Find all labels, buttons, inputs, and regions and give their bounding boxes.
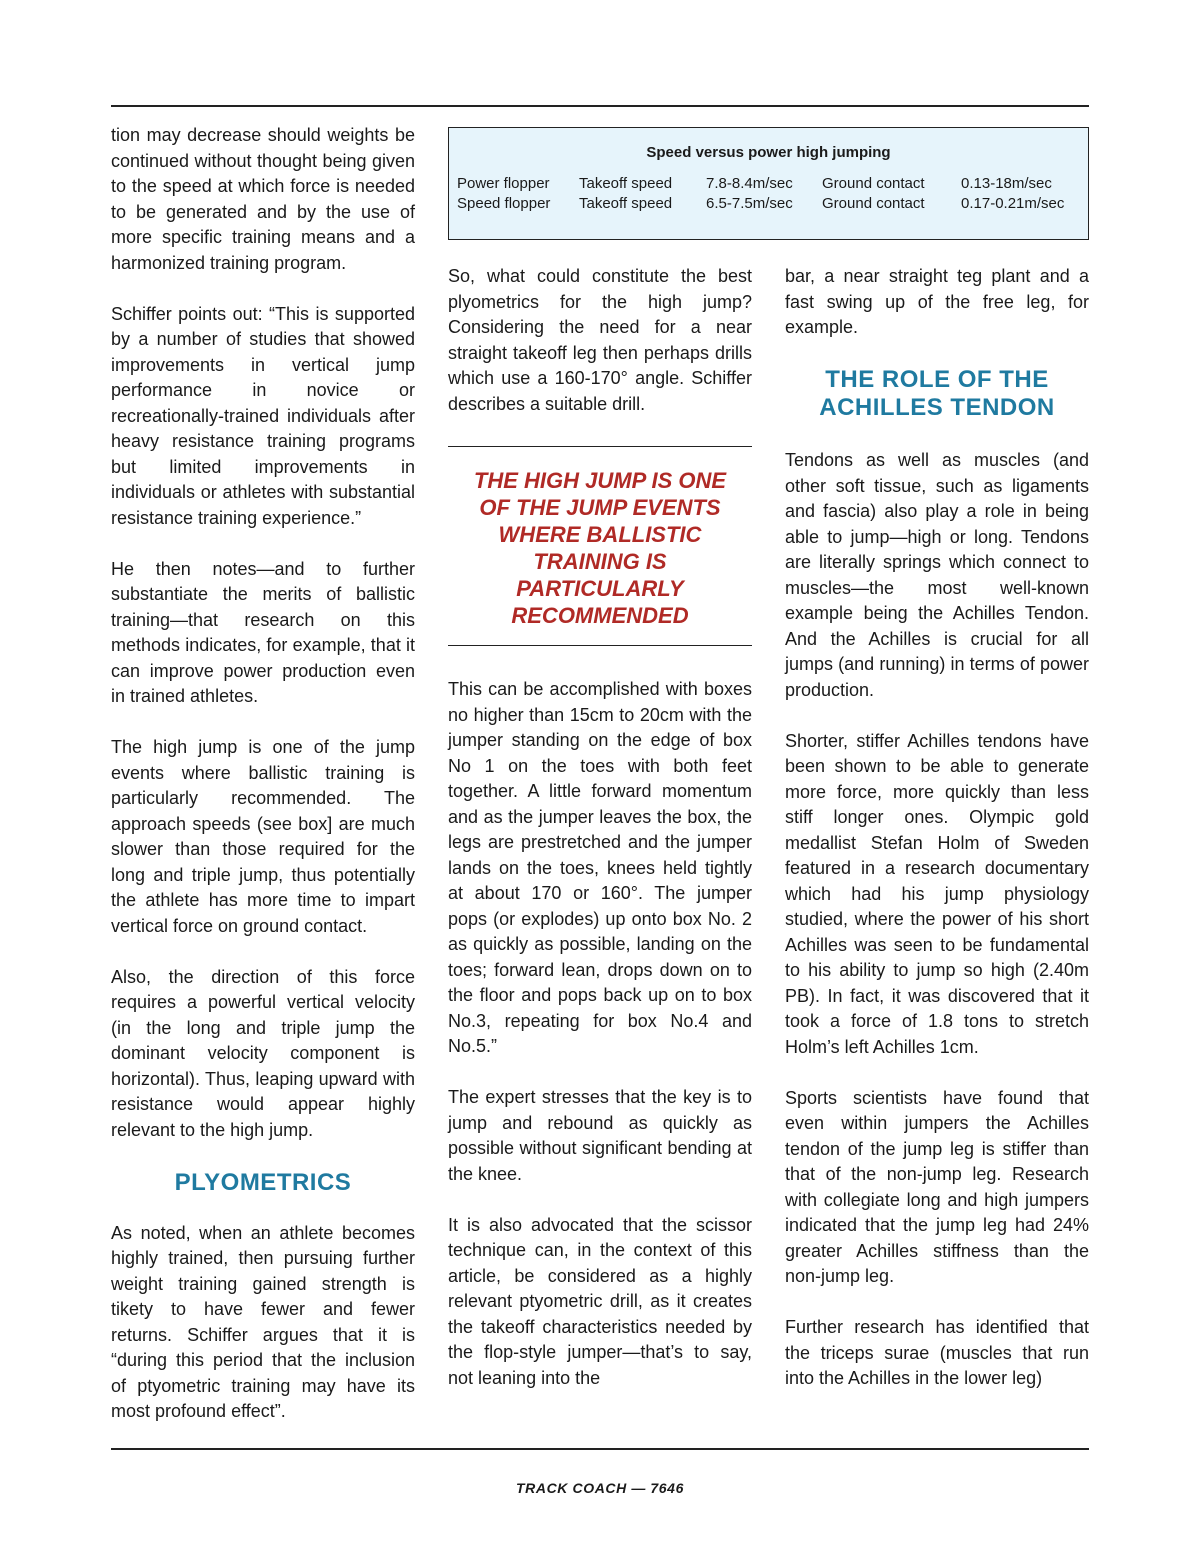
paragraph: Tendons as well as muscles (and other soft tissue, such as ligaments and fascia) also play a role in being able to jump—high or long. Tendons are literally springs which connect to muscles—the most well-known example being the Achilles Tendon. And the Achilles is crucial for all jumps (and running) in terms of power production.: [785, 450, 1089, 700]
section-heading-plyometrics: PLYOMETRICS: [174, 1168, 352, 1196]
section-heading-achilles: THE ROLE OF THE ACHILLES TENDON: [819, 366, 1055, 421]
paragraph: Shorter, stiffer Achilles tendons have been shown to be able to generate more force, more quickly than less stiff longer ones. Olympic gold medallist Stefan Holm of Sweden featured in a research documentary which had his jump physiology studied, where the power of his short Achilles was seen to be fundamental to his ability to jump so high (2.40m PB). In fact, it was discovered that it took a force of 1.8 tons to stretch Holm’s left Achilles 1cm.: [785, 730, 1089, 1057]
column-1: [111, 123, 415, 1450]
paragraph: He then notes—and to further substantiate the merits of ballistic training—that research on this methods indicates, for example, that it can improve power production even in trained athletes.: [111, 558, 415, 706]
table-cell: 6.5-7.5m/sec: [706, 194, 793, 212]
column-2-lower: [448, 677, 752, 1417]
pull-quote: [448, 446, 752, 646]
paragraph: tion may decrease should weights be continued without thought being given to the speed at which force is needed to be generated and by the use of more specific training means and a harmonized training program.: [111, 125, 415, 273]
paragraph: The expert stresses that the key is to jump and rebound as quickly as possible without significant bending at the knee.: [448, 1087, 752, 1184]
table-cell: Takeoff speed: [579, 174, 673, 192]
paragraph: Schiffer points out: “This is supported by a number of studies that showed improvements in vertical jump performance in novice or recreationally-trained individuals after heavy resistance training programs but limited improvements in individuals or athletes with substantial resistance training experience.”: [111, 303, 415, 528]
table-cell: Speed flopper: [457, 194, 551, 212]
paragraph: Further research has identified that the triceps surae (muscles that run into the Achilles in the lower leg): [785, 1317, 1089, 1388]
table-cell: 0.13-18m/sec: [961, 174, 1052, 192]
table-cell: 7.8-8.4m/sec: [706, 174, 793, 192]
speed-power-table-box: [448, 127, 1089, 240]
table-title: Speed versus power high jumping: [646, 144, 891, 161]
paragraph: This can be accomplished with boxes no higher than 15cm to 20cm with the jumper standing on the edge of box No 1 on the toes with both feet together. A little forward momentum and as the jumper leaves the box, the legs are prestretched and the jumper lands on the toes, knees held tightly at about 170 or 160°. The jumper pops (or explodes) up onto box No. 2 as quickly as possible, landing on the toes; forward lean, drops down on to the floor and pops back up on to box No.3, repeating for box No.4 and No.5.”: [448, 679, 752, 1056]
paragraph: So, what could constitute the best plyometrics for the high jump? Considering the need for a near straight takeoff leg then perhaps drills which use a 160-170° angle. Schiffer describes a suitable drill.: [448, 266, 752, 414]
table-row: [457, 173, 1064, 193]
table-cell: Power flopper: [457, 174, 550, 192]
pull-quote-text: THE HIGH JUMP IS ONE OF THE JUMP EVENTS WHERE BALLISTIC TRAINING IS PARTICULARLY RECOMMENDED: [473, 468, 727, 628]
paragraph: Sports scientists have found that even within jumpers the Achilles tendon of the jump leg is stiffer than that of the non-jump leg. Research with collegiate long and high jumpers indicated that the jump leg had 24% greater Achilles stiffness than the non-jump leg.: [785, 1087, 1089, 1286]
paragraph: It is also advocated that the scissor technique can, in the context of this article, be considered as a highly relevant ptyometric drill, as it creates the takeoff characteristics needed by the flop-style jumper—that’s to say, not leaning into the: [448, 1214, 752, 1388]
page-footer: TRACK COACH — 7646: [516, 1480, 684, 1496]
table-row: [457, 193, 1064, 213]
table-cell: 0.17-0.21m/sec: [961, 194, 1065, 212]
paragraph: bar, a near straight teg plant and a fast swing up of the free leg, for example.: [785, 266, 1089, 337]
column-2: [448, 264, 752, 443]
bottom-rule: [111, 1448, 1089, 1450]
paragraph: As noted, when an athlete becomes highly trained, then pursuing further weight training gained strength is tikety to have fewer and fewer returns. Schiffer argues that it is “during this period that the inclusion of ptyometric training may have its most profound effect”.: [111, 1222, 415, 1421]
table-cell: Ground contact: [822, 194, 925, 212]
speed-power-table: [457, 173, 1064, 213]
top-rule: [111, 105, 1089, 107]
table-cell: Takeoff speed: [579, 194, 673, 212]
column-3: [785, 264, 1089, 1417]
paragraph: The high jump is one of the jump events where ballistic training is particularly recommended. The approach speeds (see box] are much slower than those required for the long and triple jump, thus potentially the athlete has more time to impart vertical force on ground contact.: [111, 737, 415, 936]
paragraph: Also, the direction of this force requires a powerful vertical velocity (in the long and triple jump the dominant velocity component is horizontal). Thus, leaping upward with resistance would appear highly relevant to the high jump.: [111, 966, 415, 1140]
table-cell: Ground contact: [822, 174, 925, 192]
